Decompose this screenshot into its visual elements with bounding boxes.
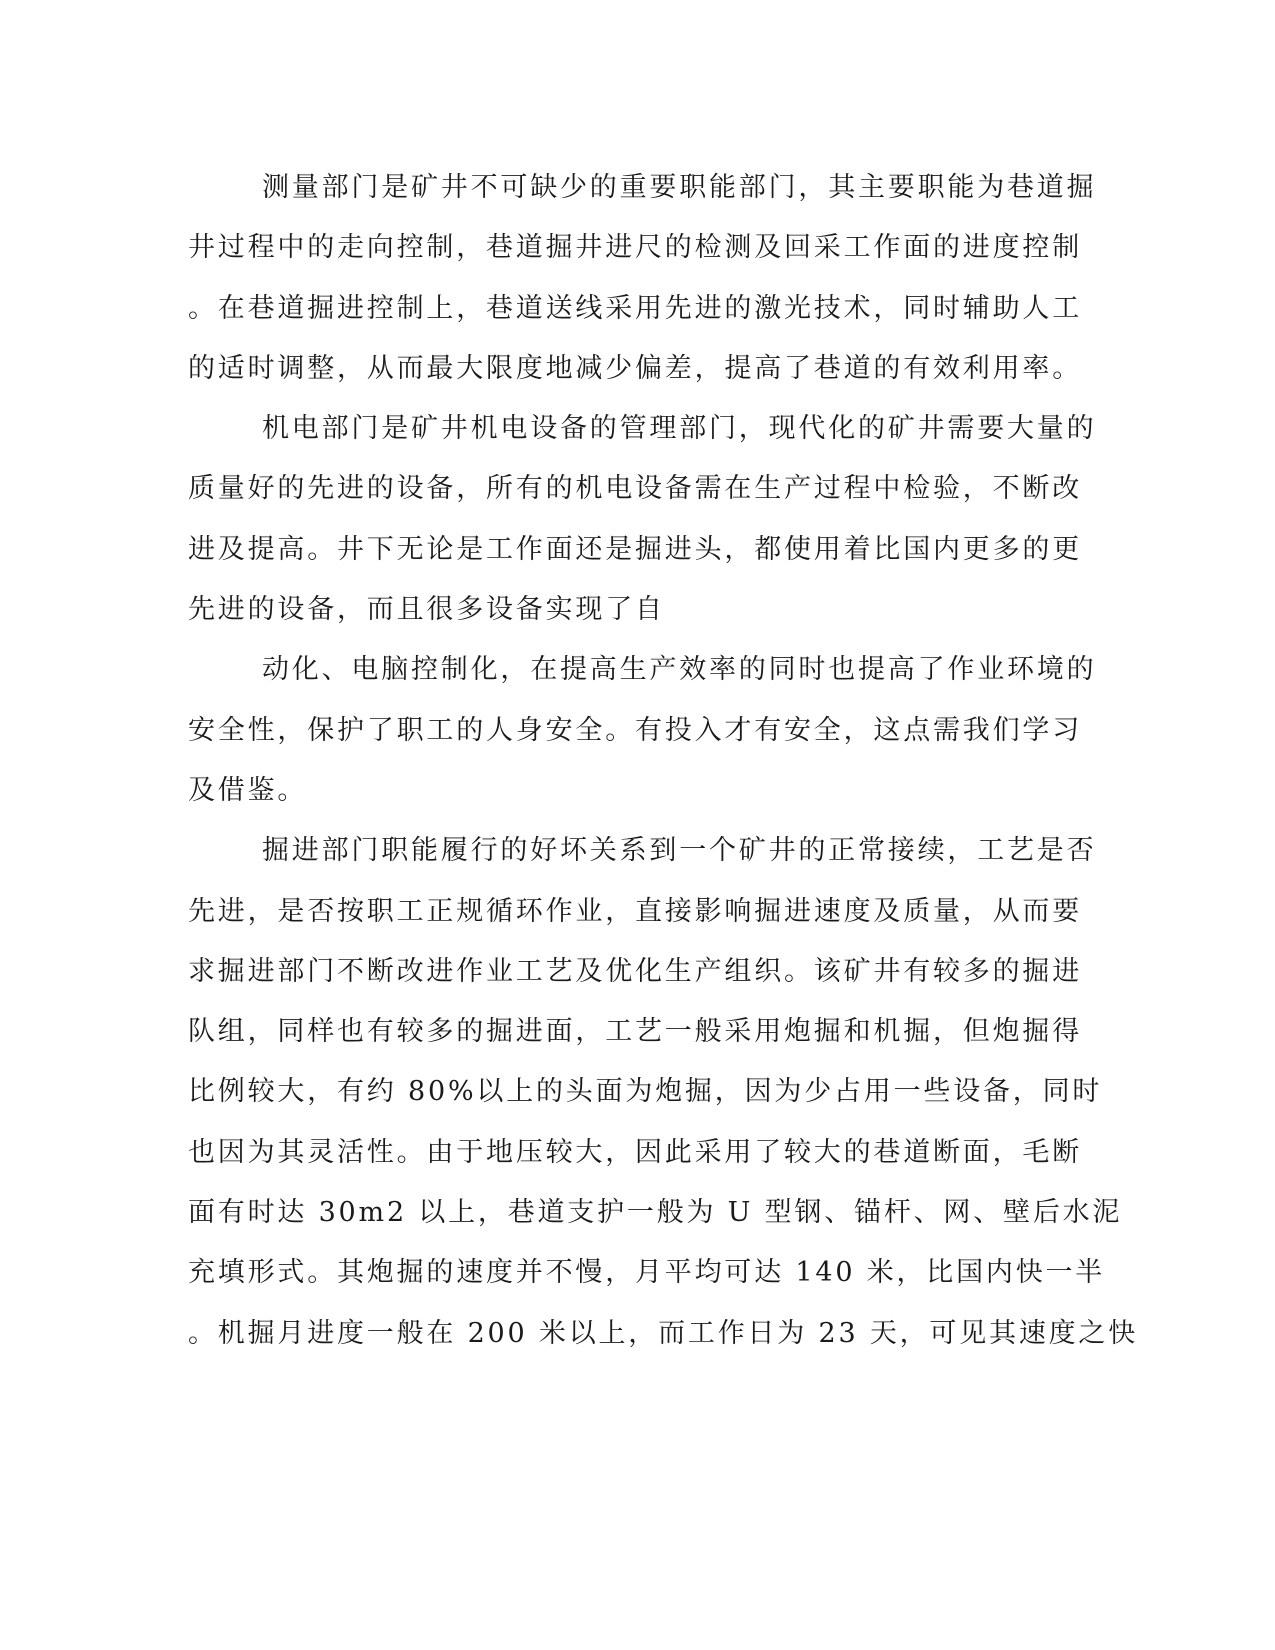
text-line: 求掘进部门不断改进作业工艺及优化生产组织。该矿井有较多的掘进	[188, 955, 1082, 987]
text-line: 动化、电脑控制化，在提高生产效率的同时也提高了作业环境的	[262, 654, 1097, 686]
text-line: 掘进部门职能履行的好坏关系到一个矿井的正常接续，工艺是否	[262, 835, 1097, 867]
text-line: 进及提高。井下无论是工作面还是掘进头，都使用着比国内更多的更	[188, 533, 1082, 565]
document-body	[188, 158, 1139, 1364]
text-line: 及借鉴。	[188, 774, 308, 806]
text-line: 机电部门是矿井机电设备的管理部门，现代化的矿井需要大量的	[262, 413, 1097, 445]
text-line: 先进的设备，而且很多设备实现了自	[188, 594, 665, 626]
text-line: 面有时达 30m2 以上，巷道支护一般为 U 型钢、锚杆、网、壁后水泥	[188, 1197, 1123, 1229]
text-line: 的适时调整，从而最大限度地减少偏差，提高了巷道的有效利用率。	[188, 352, 1082, 384]
text-line: 井过程中的走向控制，巷道掘井进尺的检测及回采工作面的进度控制	[188, 232, 1082, 264]
text-line: 。在巷道掘进控制上，巷道送线采用先进的激光技术，同时辅助人工	[188, 292, 1082, 324]
text-line: 比例较大，有约 80%以上的头面为炮掘，因为少占用一些设备，同时	[188, 1076, 1103, 1108]
text-line: 也因为其灵活性。由于地压较大，因此采用了较大的巷道断面，毛断	[188, 1136, 1082, 1168]
text-line: 质量好的先进的设备，所有的机电设备需在生产过程中检验，不断改	[188, 473, 1082, 505]
text-line: 测量部门是矿井不可缺少的重要职能部门，其主要职能为巷道掘	[262, 172, 1097, 203]
text-line: 先进，是否按职工正规循环作业，直接影响掘进速度及质量，从而要	[188, 895, 1082, 927]
text-line: 队组，同样也有较多的掘进面，工艺一般采用炮掘和机掘，但炮掘得	[188, 1016, 1082, 1048]
text-line: 。机掘月进度一般在 200 米以上，而工作日为 23 天，可见其速度之快	[188, 1317, 1139, 1349]
text-line: 安全性，保护了职工的人身安全。有投入才有安全，这点需我们学习	[188, 714, 1082, 746]
text-line: 充填形式。其炮掘的速度并不慢，月平均可达 140 米，比国内快一半	[188, 1257, 1106, 1289]
